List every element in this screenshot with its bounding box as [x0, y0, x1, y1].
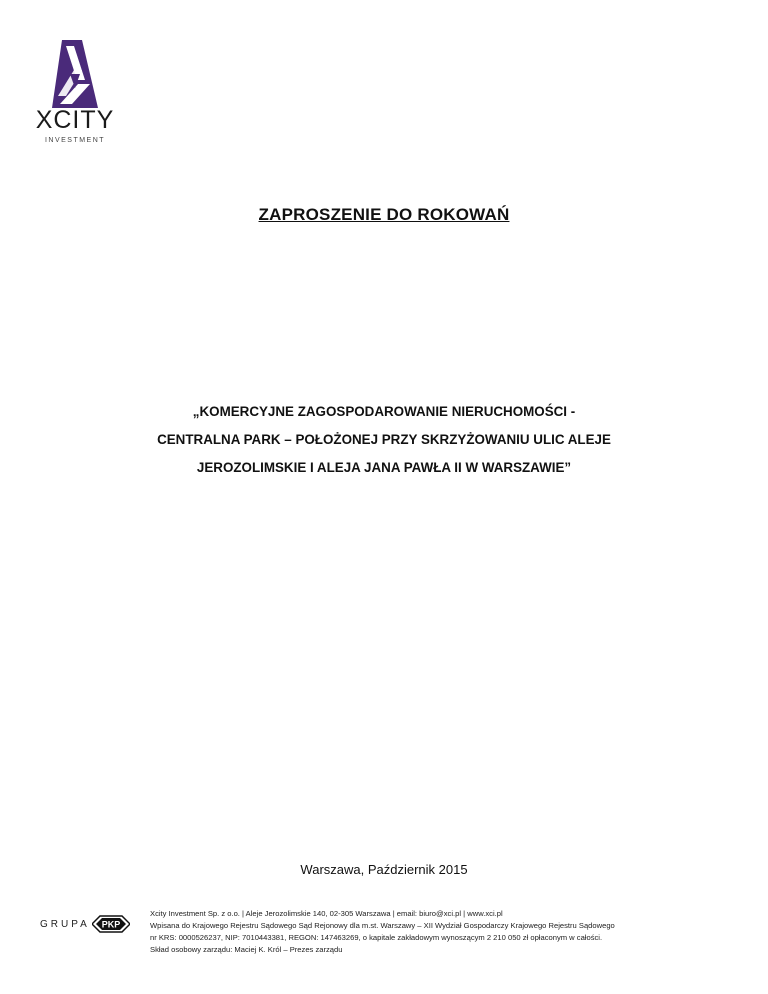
footer-line-2: Wpisana do Krajowego Rejestru Sądowego Sąd Rejonowy dla m.st. Warszawy – XII Wydział Gospodarczy Krajowego Rejestru Sądowego: [150, 921, 615, 930]
xcity-logo-icon: [52, 40, 98, 108]
pkp-badge-icon: [92, 915, 130, 933]
subject-line-1: „KOMERCYJNE ZAGOSPODAROWANIE NIERUCHOMOŚCI -: [192, 404, 576, 419]
document-title: ZAPROSZENIE DO ROKOWAŃ: [258, 205, 510, 224]
footer-line-1: Xcity Investment Sp. z o.o. | Aleje Jerozolimskie 140, 02-305 Warszawa | email: biuro@xci.pl | www.xci.pl: [150, 909, 503, 918]
document-date: Warszawa, Październik 2015: [300, 862, 468, 877]
pkp-badge-text: PKP: [101, 919, 121, 930]
footer-line-4: Skład osobowy zarządu: Maciej K. Król – Prezes zarządu: [150, 945, 343, 954]
company-logo: [30, 40, 120, 150]
logo-wordmark: XCITY: [35, 106, 115, 134]
logo-subtitle: INVESTMENT: [44, 137, 106, 144]
footer-line-3: nr KRS: 0000526237, NIP: 7010443381, REGON: 147463269, o kapitale zakładowym wynoszącym 2 210 050 zł opłaconym w całości.: [150, 933, 603, 942]
document-subject: [80, 398, 688, 482]
subject-line-3: JEROZOLIMSKIE I ALEJA JANA PAWŁA II W WARSZAWIE”: [196, 460, 572, 475]
subject-line-2: CENTRALNA PARK – POŁOŻONEJ PRZY SKRZYŻOWANIU ULIC ALEJE: [157, 432, 611, 447]
grupa-pkp-logo: [40, 914, 130, 934]
grupa-text: GRUPA: [40, 918, 90, 930]
company-footer: [150, 908, 750, 956]
